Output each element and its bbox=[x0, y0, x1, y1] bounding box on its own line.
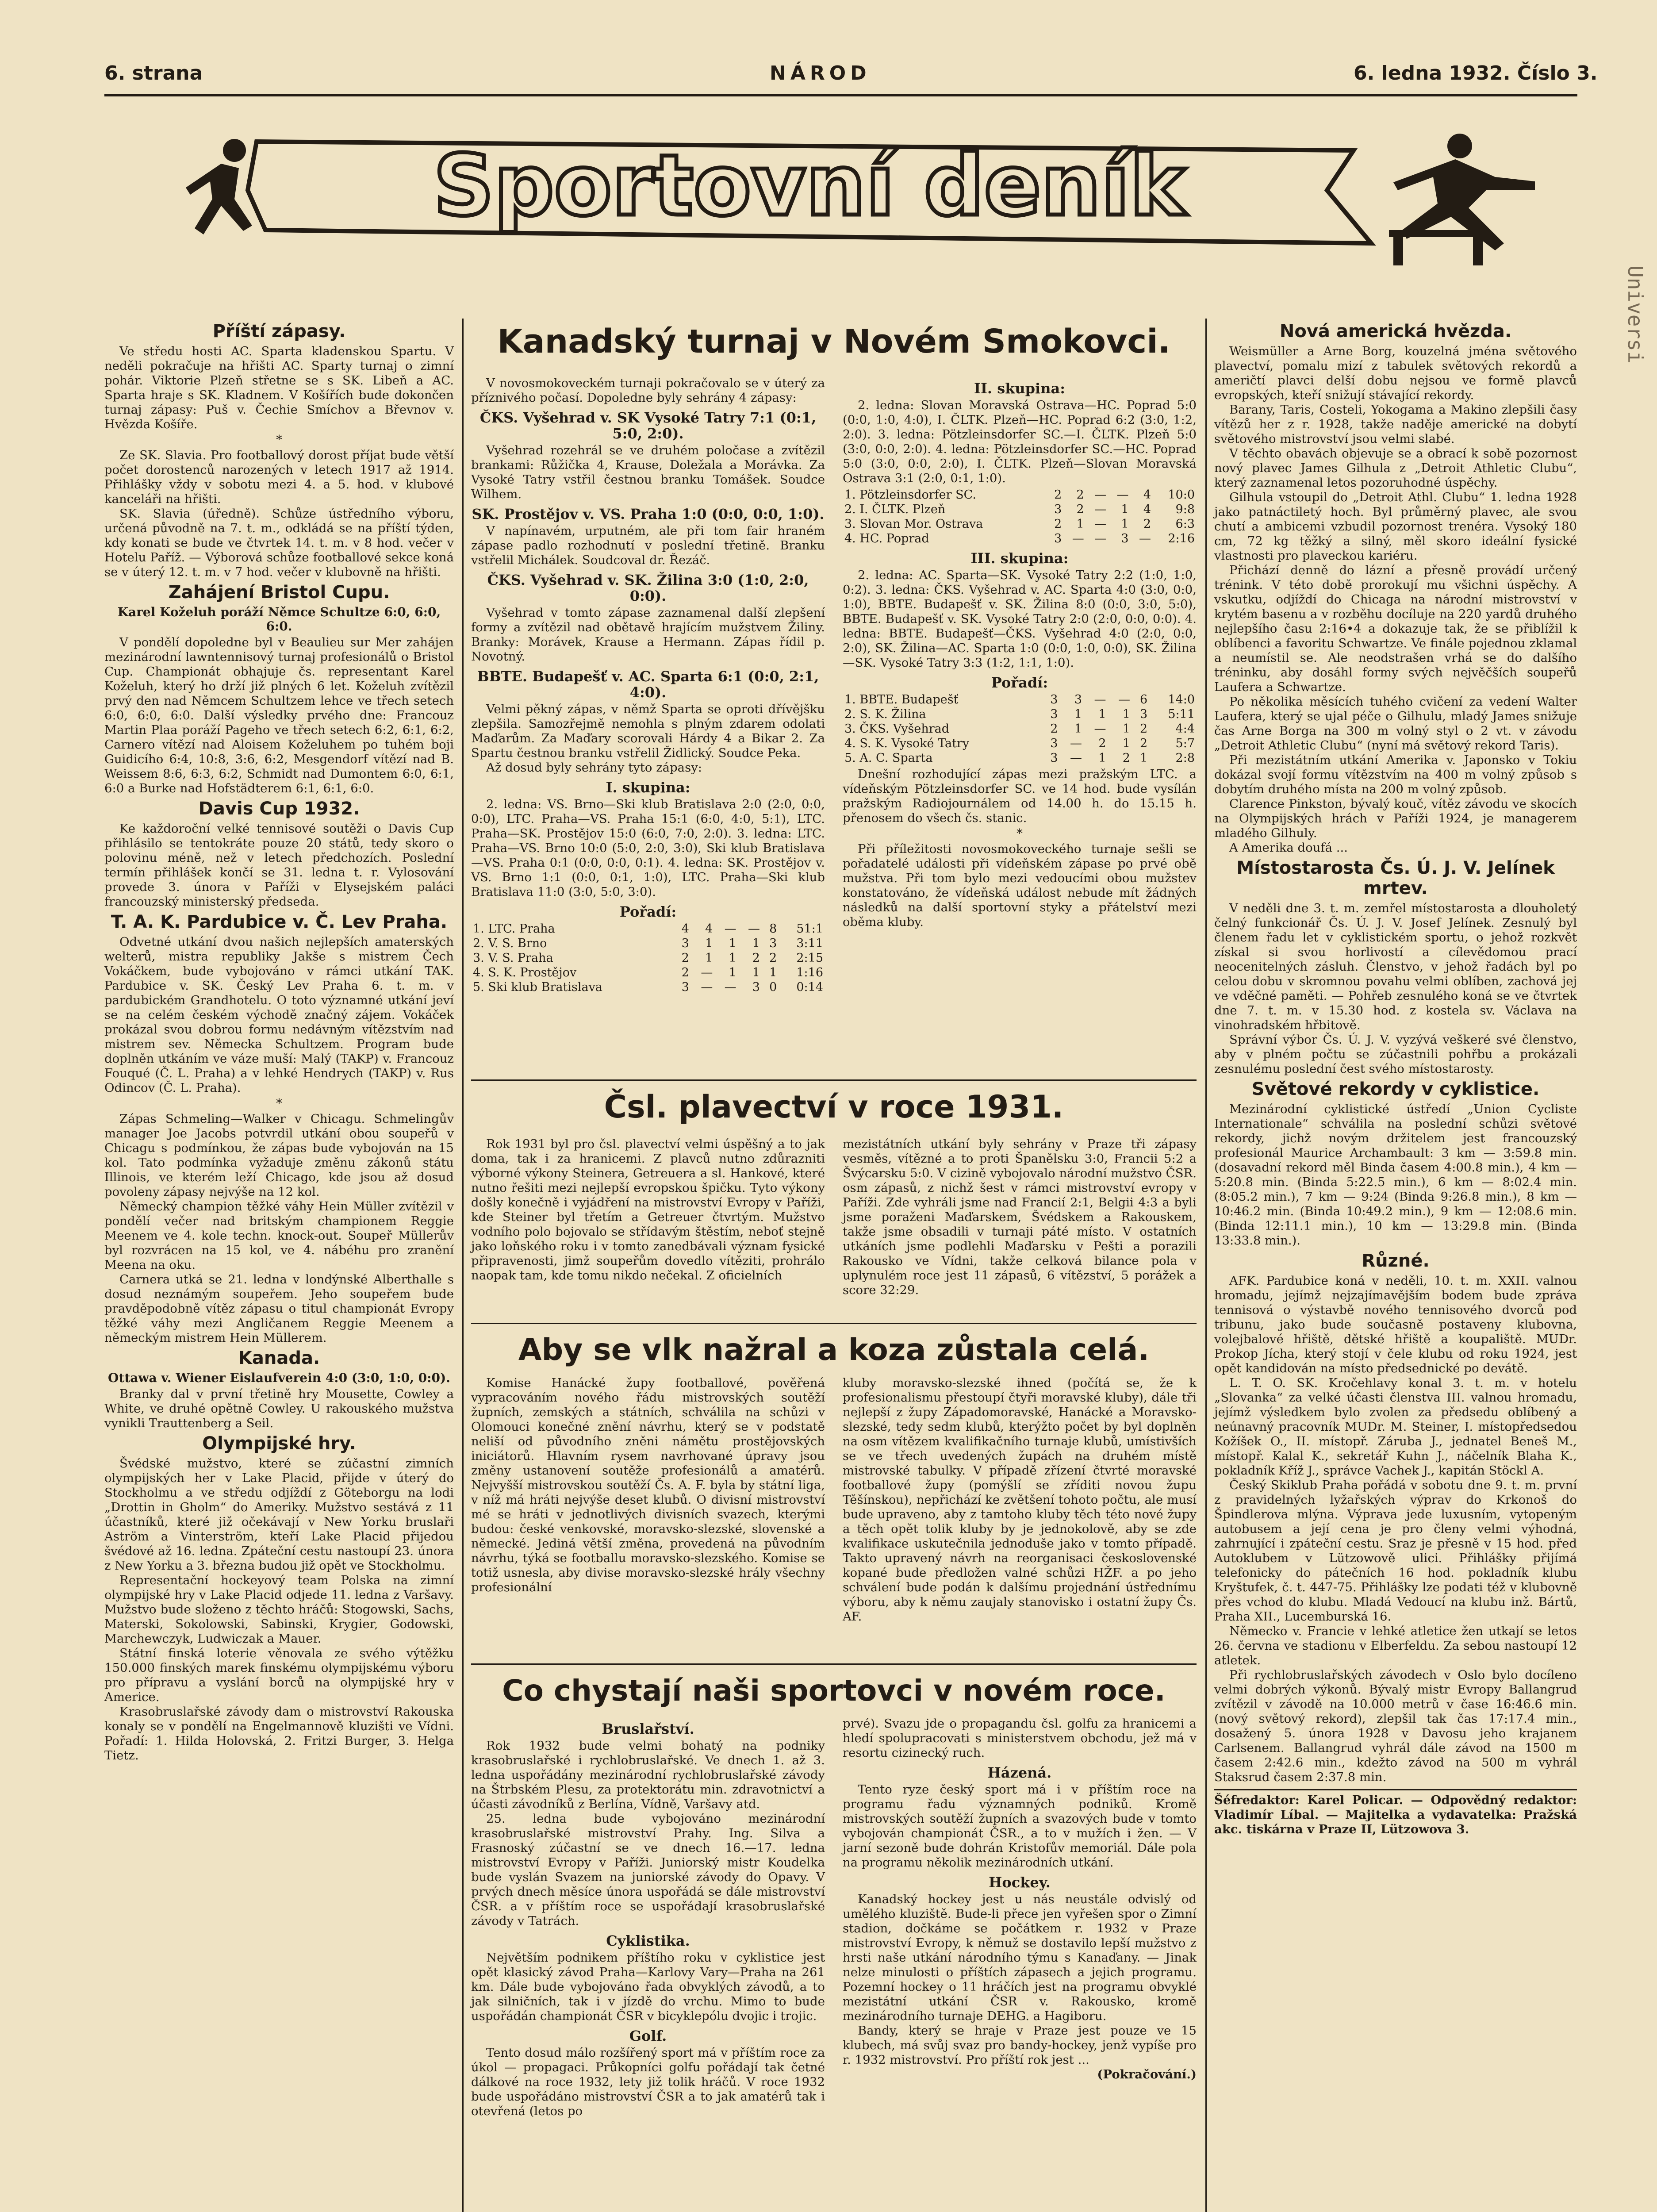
team-name-cell: 5. A. C. Sparta bbox=[844, 751, 933, 765]
stat-cell: — bbox=[1070, 737, 1082, 750]
match-result: ČKS. Vyšehrad v. SK. Žilina 3:0 (1:0, 2:0, 0:0). bbox=[487, 572, 809, 604]
headline-kanadsky-turnaj: Kanadský turnaj v Novém Smokovci. bbox=[497, 323, 1170, 361]
stat-cell: 2 bbox=[681, 951, 689, 965]
stat-cell: 1 bbox=[1122, 707, 1130, 721]
stat-cell: 6:3 bbox=[1175, 517, 1195, 531]
stat-cell: 2 bbox=[1122, 751, 1130, 765]
stat-cell: — bbox=[1094, 532, 1107, 545]
column-3 bbox=[843, 376, 1197, 929]
article-paragraph: Rok 1931 byl pro čsl. plavectví velmi úspěšný a to jak doma, tak i za hranicemi. Z plavců nutno zdůrazniti výborné výkony Steinera, Getreuera a sl. Hankové, které nutno řešiti mezi nejlepší evropskou špičku. Tyto výkony došly konečně i vyjádření na mistrovství Evropy v Paříži, kde Steiner byl třetím a Getreuer čtvrtým. Mužstvo vodního polo bojovalo se střídavým štěstím, neboť stejně jako loňského roku i v tomto zanedbávali význam fysické připravenosti, jimž soupeřům dovedlo vítěziti, prohrálo naopak tam, kde tomu nikdo nečekal. Z oficielních bbox=[471, 1137, 825, 1283]
stat-cell: 4 bbox=[1143, 488, 1151, 502]
stat-cell: 2 bbox=[1076, 503, 1084, 516]
article-paragraph: V těchto obavách objevuje se a obrací k sobě pozornost nový plavec James Gilhula z „Detroit Athletic Clubu“, který zaznamenal letos pozoruhodné úspěchy. bbox=[1214, 446, 1577, 490]
column-divider bbox=[1205, 319, 1207, 2212]
stat-cell: 1 bbox=[752, 937, 760, 950]
article-paragraph: kluby moravsko-slezské ihned (počítá se, že k profesionalismu přestoupí čtyři moravské kluby), dále tři nejlepší z župy Západomoravské, Hanácké a Moravsko-slezské, tedy sedm klubů, kterýžto počet by byl doplněn na osm vítězem kvalifikačního turnaje klubů, umístivších se ve třech uvedených župách na druhém místě mistrovské tabulky. V případě zřízení čtvrté moravské footballové župy (pomýšlí se zříditi novou župu Těšínskou), nepřichází ke zvětšení tohoto počtu, ale musí bude upraveno, aby z tamtoho kluby těch této nové župy a těch opět tolik kluby by je jednokolově, aby se zde kvalifikace uskutečnila jednoduše jako v tomto případě. Takto upravený návrh na reorganisaci československé kopané bude předložen valné schůzi HŽF. a po jeho schválení bude podán k dalšímu projednání ústřednímu výboru, aby k němu zaujaly stanovisko i ostatní župy Čs. AF. bbox=[843, 1376, 1197, 1624]
stat-cell: 9:8 bbox=[1175, 503, 1195, 516]
stat-cell: 5:11 bbox=[1168, 707, 1195, 721]
article-paragraph: mezistátních utkání byly sehrány v Praze tři zápasy vesměs, vítězné a to proti Španělsku 3:0, Francii 5:2 a Švýcarsku 5:0. V cizině vybojovalo národní mužstvo ČSR. osm zápasů, z nichž šest v rámci mistrovství evropy v Paříži. Zde vyhráli jsme nad Francií 2:1, Belgii 4:3 a byli jsme poraženi Maďarskem, Švédskem a Rakouskem, takže jsme obsadili v turnaji páté místo. V ostatních utkáních jsme podlehli Maďarsku v Pešti a porazili Rakousko ve Vídni, takže celková bilance pola v uplynulém roce jest 11 zápasů, 6 vítězství, 5 porážek a score 32:29. bbox=[843, 1137, 1197, 1297]
heading-davis-cup: Davis Cup 1932. bbox=[198, 799, 360, 819]
article-paragraph: Bandy, který se hraje v Praze jest pouze ve 15 klubech, má svůj svaz pro bandy-hockey, jenž vypíše pro r. 1932 mistrovství. Pro příští rok jest ... bbox=[843, 2024, 1197, 2067]
heading-americka-hvezda: Nová americká hvězda. bbox=[1279, 321, 1512, 342]
article-paragraph: V novosmokoveckém turnaji pokračovalo se v úterý za příznivého počasí. Dopoledne byly sehrány 4 zápasy: bbox=[471, 376, 825, 405]
stat-cell: — bbox=[1094, 503, 1107, 516]
stat-cell: — bbox=[1139, 532, 1151, 545]
match-result: SK. Prostějov v. VS. Praha 1:0 (0:0, 0:0, 1:0). bbox=[472, 506, 825, 522]
article-paragraph: Dnešní rozhodující zápas mezi pražským LTC. a vídeňským Pötzleinsdorfer SC. ve 14 hod. bude vysílán pražským Radiojournálem od 14.00 h. do 15.15 h. přenosem do všech čs. stanic. bbox=[843, 767, 1197, 825]
stat-cell: — bbox=[1094, 517, 1107, 531]
stat-cell: 3 bbox=[1050, 693, 1058, 707]
table-row bbox=[843, 517, 1197, 531]
chystaji-right bbox=[843, 1717, 1197, 2082]
article-paragraph: 2. ledna: Slovan Moravská Ostrava—HC. Poprad 5:0 (0:0, 1:0, 4:0), I. ČLTK. Plzeň—HC. Poprad 6:2 (3:0, 1:2, 2:0). 3. ledna: Pötzleinsdorfer SC.—I. ČLTK. Plzeň 5:0 (3:0, 0:0, 2:0). 4. ledna: Pötzleinsdorfer SC.—HC. Poprad 5:0 (3:0, 0:0, 2:0), I. ČLTK. Plzeň—Slovan Moravská Ostrava 3:1 (2:0, 0:1, 1:0). bbox=[843, 398, 1197, 485]
article-paragraph: Velmi pěkný zápas, v němž Sparta se oproti dřívějšku zlepšila. Samozřejmě nemohla s plným zdarem odolati Maďarům. Za Maďary scorovali Hárdy 4 a Bikar 2. Za Spartu čestnou branku vstřelil Židlický. Soudce Peka. bbox=[471, 702, 825, 760]
separator-asterisk: * bbox=[276, 1096, 282, 1110]
stat-cell: 3 bbox=[1074, 693, 1082, 707]
stat-cell: — bbox=[1072, 532, 1084, 545]
article-paragraph: Německý champion těžké váhy Hein Müller zvítězil v pondělí večer nad britským championem Reggie Meenem ve 4. kole techn. knock-out. Soupeř Müllerův byl rozvrácen na 15 kol, ve 4. nábéhu pro zranění Meena na oku. bbox=[104, 1199, 454, 1272]
imprint: Šéfredaktor: Karel Policar. — Odpovědný redaktor: Vladimír Líbal. — Majitelka a vydavatelka: Pražská akc. tiskárna v Praze II, Lützowova 3. bbox=[1214, 1793, 1577, 1836]
masthead-right-runner-icon bbox=[1327, 128, 1575, 270]
standings-table-group-3 bbox=[843, 692, 1197, 765]
article-paragraph: Ve středu hosti AC. Sparta kladenskou Spartu. V neděli pokračuje na hřišti AC. Sparty turnaj o zimní pohár. Viktorie Plzeň střetne se s SK. Libeň a AC. Sparta hraje s SK. Kladnem. V Košířích bude dokončen turnaj zápasy: Puš v. Čechie Smíchov a Břevnov v. Hvězda Košíře. bbox=[104, 344, 454, 431]
team-name-cell: 2. I. ČLTK. Plzeň bbox=[844, 503, 946, 516]
stat-cell: 5:7 bbox=[1175, 737, 1195, 750]
team-name-cell: 3. V. S. Praha bbox=[473, 951, 553, 965]
stat-cell: 3 bbox=[1121, 532, 1129, 545]
stat-cell: — bbox=[1094, 722, 1106, 736]
issue-date: 6. ledna 1932. Číslo 3. bbox=[1354, 62, 1598, 84]
stat-cell: — bbox=[701, 980, 713, 994]
match-result: BBTE. Budapešť v. AC. Sparta 6:1 (0:0, 2:1, 4:0). bbox=[477, 668, 819, 701]
separator-asterisk: * bbox=[276, 433, 282, 447]
stat-cell: 1:16 bbox=[796, 966, 823, 979]
stat-cell: — bbox=[724, 980, 736, 994]
article-paragraph: Branky dal v první třetině hry Mousette, Cowley a White, ve druhé opětně Cowley. U rakouského mužstva vynikli Trauttenberg a Seil. bbox=[104, 1387, 454, 1430]
library-stamp: Universi bbox=[1623, 265, 1647, 364]
article-paragraph: Zápas Schmeling—Walker v Chicagu. Schmelingův manager Joe Jacobs potvrdil utkání obou soupeřů v Chicagu s podmínkou, že zápas bude vybojován na 15 kol. Tato podmínka vyžaduje změnu zákonů státu Illinois, ve kterém leží Chicago, kde jsou až dosud povoleny zápasy nejvýše na 12 kol. bbox=[104, 1112, 454, 1199]
column-divider bbox=[462, 319, 464, 2212]
stat-cell: — bbox=[1094, 693, 1106, 707]
stat-cell: 2 bbox=[1054, 517, 1062, 531]
article-paragraph: Gilhula vstoupil do „Detroit Athl. Clubu“ 1. ledna 1928 jako patnáctiletý hoch. Byl průměrný plavec, ale svou chutí a ambicemi vzbudil pozornost trenéra. Vysoký 180 cm, 72 kg těžký a silný, měl skoro ideální fysické vlastnosti pro plaveckou kariéru. bbox=[1214, 490, 1577, 563]
heading-kanada: Kanada. bbox=[238, 1348, 320, 1368]
stat-cell: 51:1 bbox=[796, 922, 823, 936]
stat-cell: 1 bbox=[1122, 722, 1130, 736]
article-paragraph: Mezinárodní cyklistické ústředí „Union Cycliste Internationale“ schválila na poslední schůzi světové rekordy, jichž novým držitelem jest francouzský profesionál Maurice Archambault: 3 km — 3:59.8 min. (dosavadní rekord měl Binda časem 4:00.8 min.), 4 km — 5:20.8 min. (Binda 5:22.5 min.), 6 km — 8:02.4 min. (8:05.2 min.), 7 km — 9:24 (Binda 9:26.8 min.), 8 km — 10:46.2 min. (Binda 10:49.2 min.), 9 km — 12:08.6 min. (Binda 12:11.1 min.), 10 km — 13:29.8 min. (Binda 13:33.8 min.). bbox=[1214, 1102, 1577, 1248]
page-number: 6. strana bbox=[104, 62, 203, 84]
sport-heading: Golf. bbox=[629, 2028, 667, 2044]
table-row bbox=[843, 488, 1197, 502]
stat-cell: 1 bbox=[1122, 737, 1130, 750]
article-paragraph: Odvetné utkání dvou našich nejlepších amaterských welterů, mistra republiky Jakše s mistrem Čech Vokáčkem, bude vybojováno v rámci utkání TAK. Pardubice v. SK. Český Lev Praha 6. t. m. v pardubickém Grandhotelu. O toto významné utkání jeví se na celém českém východě značný zájem. Vokáček prokázal svou dobrou formu nedávným vítězstvím nad mistrem sev. Německa Schultzem. Program bude doplněn utkáním ve váze muší: Malý (TAKP) v. Francouz Fouqué (Č. L. Praha) a v lehké Hendrych (TAKP) v. Rus Odincov (Č. L. Praha). bbox=[104, 935, 454, 1095]
stat-cell: 3 bbox=[769, 937, 777, 950]
imprint-rule bbox=[1214, 1789, 1577, 1790]
group-heading: II. skupina: bbox=[974, 380, 1065, 397]
stat-cell: 4 bbox=[681, 922, 689, 936]
heading-tak-pardubice: T. A. K. Pardubice v. Č. Lev Praha. bbox=[111, 912, 448, 932]
stat-cell: 2 bbox=[1098, 737, 1106, 750]
masthead-banner bbox=[239, 124, 1380, 257]
sport-heading: Hockey. bbox=[989, 1874, 1051, 1891]
article-paragraph: Ze SK. Slavia. Pro footballový dorost příjat bude větší počet dorostenců narozených v letech 1917 až 1914. Přihlášky vždy v sobotu mezi 4. a 5. hod. v klubové kanceláři na hřišti. bbox=[104, 448, 454, 506]
header-rule bbox=[104, 94, 1577, 96]
stat-cell: 1 bbox=[729, 937, 736, 950]
team-name-cell: 1. Pötzleinsdorfer SC. bbox=[844, 488, 976, 502]
article-paragraph: Český Skiklub Praha pořádá v sobotu dne 9. t. m. první z pravidelných lyžařských výprav do Krkonoš do Špindlerova mlýna. Výprava jede luxusním, vytopeným autobusem a její cena je pro členy velmi výhodná, zahrnující i zpáteční cestu. Sraz je přesně v 15 hod. před Autoklubem v Lützowově ulici. Přihlášky přijímá telefonicky do pátečních 16 hod. pokladník klubu Kryštufek, č. t. 447-75. Přihlášky lze podati též v klubovně přes vchod do klubu. Mladá Vedoucí na klubu inž. Bártů, Praha XII., Lucemburská 16. bbox=[1214, 1478, 1577, 1624]
stat-cell: 1 bbox=[729, 966, 736, 979]
article-paragraph: V napínavém, urputném, ale při tom fair hraném zápase padlo rozhodnutí v poslední třetině. Branku vstřelil Michálek. Soudcoval dr. Řezáč. bbox=[471, 524, 825, 567]
article-paragraph: Tento ryze český sport má i v příštím roce na programu řadu významných podniků. Kromě mistrovských soutěží župních a svazových bude v tomto vybojován championát ČSR., a to v mužích i žen. — V jarní sezoně bude dohrán Kristofův memoriál. Dále pola na programu několik mezinárodních utkání. bbox=[843, 1782, 1197, 1870]
standings-heading: Pořadí: bbox=[619, 903, 677, 920]
headline-plavectvi: Čsl. plavectví v roce 1931. bbox=[604, 1089, 1064, 1125]
stat-cell: 3 bbox=[752, 980, 760, 994]
article-paragraph: prvé). Svazu jde o propagandu čsl. golfu za hranicemi a hledí spolupracovati s ministerstvem obchodu, jež má v resortu cizinecký ruch. bbox=[843, 1717, 1197, 1760]
heading-olympijske-hry: Olympijské hry. bbox=[202, 1433, 356, 1454]
stat-cell: 2 bbox=[769, 951, 777, 965]
stat-cell: 2 bbox=[752, 951, 760, 965]
stat-cell: 3 bbox=[1050, 751, 1058, 765]
stat-cell: 2 bbox=[1143, 517, 1151, 531]
column-2 bbox=[471, 376, 825, 996]
article-paragraph: 2. ledna: AC. Sparta—SK. Vysoké Tatry 2:2 (1:0, 1:0, 0:2). 3. ledna: ČKS. Vyšehrad v. AC. Sparta 4:0 (3:0, 0:0, 1:0), BBTE. Budapešť v. SK. Žilina 8:0 (0:0, 3:0, 5:0), BBTE. Budapešť v. SK. Vysoké Tatry 2:0 (2:0, 0:0, 0:0). 4. ledna: BBTE. Budapešť—ČKS. Vyšehrad 4:0 (2:0, 0:0, 2:0), SK. Žilina—AC. Sparta 1:0 (0:0, 1:0, 0:0), SK. Žilina—SK. Vysoké Tatry 3:3 (1:2, 1:1, 1:0). bbox=[843, 568, 1197, 670]
team-name-cell: 1. LTC. Praha bbox=[473, 922, 555, 936]
section-rule bbox=[471, 1663, 1197, 1665]
stat-cell: 1 bbox=[1139, 751, 1148, 765]
stat-cell: 1 bbox=[1076, 517, 1084, 531]
article-paragraph: Rok 1932 bude velmi bohatý na podniky krasobruslařské i rychlobruslařské. Ve dnech 1. až 3. ledna uspořádány mezinárodní rychlobruslařské závody na Štrbském Plesu, za protektorátu min. zdravotnictví a účasti závodníků z Berlína, Vídně, Varšavy atd. bbox=[471, 1739, 825, 1811]
table-row bbox=[471, 936, 825, 951]
stat-cell: 6 bbox=[1139, 693, 1148, 707]
heading-bristol-cup: Zahájení Bristol Cupu. bbox=[168, 582, 390, 603]
table-row bbox=[843, 707, 1197, 722]
standings-table-group-1 bbox=[471, 922, 825, 995]
stat-cell: 2 bbox=[1139, 722, 1148, 736]
continued-note: (Pokračování.) bbox=[1097, 2067, 1197, 2081]
masthead-title: Sportovní deník bbox=[433, 137, 1186, 234]
table-row bbox=[843, 736, 1197, 751]
team-name-cell: 4. S. K. Vysoké Tatry bbox=[844, 737, 970, 750]
sport-heading: Házená. bbox=[987, 1764, 1052, 1781]
stat-cell: 3 bbox=[1050, 737, 1058, 750]
stat-cell: 2 bbox=[1076, 488, 1084, 502]
team-name-cell: 5. Ski klub Bratislava bbox=[473, 980, 602, 994]
article-paragraph: 25. ledna bude vybojováno mezinárodní krasobruslařské mistrovství Prahy. Ing. Silva a Frasnoský zúčastní se ve dnech 16.—17. ledna mistrovství Evropy v Paříži. Juniorský mistr Koudelka bude vyslán Svazem na juniorské závody do Opavy. V prvých dnech měsíce února uspořádá se dále mistrovství ČSR. a v příštím roce se uspořádají krasobruslařské závody v Tatrách. bbox=[471, 1812, 825, 1928]
stat-cell: 2 bbox=[1139, 737, 1148, 750]
stat-cell: 1 bbox=[1121, 517, 1129, 531]
match-result: ČKS. Vyšehrad v. SK Vysoké Tatry 7:1 (0:1, 5:0, 2:0). bbox=[479, 409, 817, 442]
section-rule bbox=[471, 1323, 1197, 1324]
heading-pristi-zapasy: Příští zápasy. bbox=[212, 321, 346, 342]
stat-cell: — bbox=[701, 966, 713, 979]
column-1 bbox=[104, 319, 454, 1763]
stat-cell: — bbox=[748, 922, 760, 936]
article-paragraph: Přichází denně do lázní a přesně provádí určený trénink. V této době prorokují mu všichni úspěchy. A vskutku, odjíždí do Chicaga na národní mistrovství v krytém basenu a v rozběhu docíluje na 220 yardů druhého nejlepšího času 2:16•4 a dokazuje tak, že se přiblížil k oblíbenci a favoritu Schwartze. Ve finále pojednou zklamal a neumístil se. Ale neodstrašen vrhá se do dalšího tréninku, aby dosáhl formy svých nejvěčších soupeřů Laufera a Schwartze. bbox=[1214, 563, 1577, 694]
article-paragraph: Po několika měsících tuhého cvičení za vedení Walter Laufera, který se ujal péče o Gilhulu, mladý James snižuje čas Arne Borga na 300 m volný styl o 2 vt. v závodu „Detroit Athletic Clubu“ (nyní má světový rekord Taris). bbox=[1214, 695, 1577, 753]
subheading-bristol: Karel Koželuh poráží Němce Schultze 6:0, 6:0, 6:0. bbox=[117, 605, 441, 634]
stat-cell: — bbox=[1094, 488, 1107, 502]
stat-cell: 10:0 bbox=[1168, 488, 1195, 502]
table-row bbox=[843, 692, 1197, 707]
team-name-cell: 4. S. K. Prostějov bbox=[473, 966, 577, 979]
table-row bbox=[471, 965, 825, 980]
article-paragraph: Vyšehrad v tomto zápase zaznamenal další zlepšení formy a zvítězil nad obětavě hrajícím mužstvem Žiliny. Branky: Morávek, Krause a Hermann. Zápas řídil p. Novotný. bbox=[471, 606, 825, 664]
stat-cell: 3:11 bbox=[796, 937, 823, 950]
stat-cell: 14:0 bbox=[1168, 693, 1195, 707]
table-row bbox=[843, 722, 1197, 736]
article-paragraph: Clarence Pinkston, bývalý kouč, vítěz závodu ve skocích na Olympijských hrách v Paříži 1924, je managerem mladého Gilhuly. bbox=[1214, 797, 1577, 840]
team-name-cell: 2. S. K. Žilina bbox=[844, 707, 926, 721]
group-heading: III. skupina: bbox=[970, 550, 1069, 567]
stat-cell: 1 bbox=[1074, 722, 1082, 736]
article-paragraph: Německo v. Francie v lehké atletice žen utkají se letos 26. června ve stadionu v Elberfeldu. Za sebou nastoupí 12 atletek. bbox=[1214, 1624, 1577, 1667]
stat-cell: 1 bbox=[769, 966, 777, 979]
stat-cell: 2:16 bbox=[1168, 532, 1195, 545]
separator-asterisk: * bbox=[1016, 826, 1023, 841]
plavectvi-left bbox=[471, 1137, 825, 1283]
article-paragraph: AFK. Pardubice koná v neděli, 10. t. m. XXII. valnou hromadu, jejímž nejzajímavějším bodem bude zpráva tennisová o výstavbě nového tennisového dvorců pod tribunu, jako bude současně postaveny klubovna, volejbalové hřiště, dětské hřiště a koupaliště. MUDr. Prokop Jícha, který stojí v čele klubu od roku 1924, jest opět kandidován na místo předsednické po devátě. bbox=[1214, 1274, 1577, 1375]
section-rule bbox=[471, 1079, 1197, 1081]
article-paragraph: Státní finská loterie věnovala ze svého výtěžku 150.000 finských marek finskému olympijskému výboru pro přípravu a vyslání borců na olympijské hry v Americe. bbox=[104, 1646, 454, 1704]
article-paragraph: Weismüller a Arne Borg, kouzelná jména světového plavectví, pomalu mizí z tabulek světových rekordů a američtí plavci delší dobu nejsou ve formě plavců evropských, kteří snižují stávající rekordy. bbox=[1214, 344, 1577, 402]
stat-cell: — bbox=[1070, 751, 1082, 765]
stat-cell: 2:8 bbox=[1175, 751, 1195, 765]
stat-cell: — bbox=[1118, 693, 1130, 707]
article-paragraph: Ke každoroční velké tennisové soutěži o Davis Cup přihlásilo se tentokráte pouze 20 států, tedy skoro o polovinu méně, než v letech předchozích. Poslední termín přihlášek končí se 31. ledna t. r. Vylosování provede 3. února v Paříži v Elysejském paláci francouzský ministerský předseda. bbox=[104, 822, 454, 909]
stat-cell: 3 bbox=[1139, 707, 1148, 721]
article-paragraph: SK. Slavia (úředně). Schůze ústředního výboru, určená původně na 7. t. m., odkládá se na příští týden, kdy konati se bude ve čtvrtek 14. t. m. v 8 hod. večer v Hotelu Paříž. — Výborová schůze footballové sekce koná se v úterý 12. t. m. v 7 hod. večer v klubovně na hřišti. bbox=[104, 507, 454, 579]
stat-cell: 1 bbox=[1098, 751, 1106, 765]
article-paragraph: Komise Hanácké župy footballové, pověřená vypracováním nového řádu mistrovských soutěží župních, zemských a státních, schválila na schůzi v Olomouci konečné znění návrhu, který se v podstatě neliší od původního zněni námětu prostějovských iniciátorů. Hlavním rysem navrhované úpravy jsou změny ustanovení soutěže profesionálů a amatérů. Nejvyšší mistrovskou soutěží Čs. A. F. byla by státní liga, v níž má hráti nejvýše deset klubů. O divisní mistrovství mé se hráti v jednotlivých divisních svazech, kterými budou: české venkovské, moravsko-slezské, slovenské a německé. Jediná větší změna, provedená na původním návrhu, týká se footballu moravsko-slezského. Komise se totiž usnesla, aby divise moravsko-slezské hrály všechny profesionální bbox=[471, 1376, 825, 1594]
headline-vlk-koza: Aby se vlk nažral a koza zůstala celá. bbox=[518, 1333, 1150, 1367]
paper-name: NÁROD bbox=[770, 62, 871, 84]
article-paragraph: 2. ledna: VS. Brno—Ski klub Bratislava 2:0 (2:0, 0:0, 0:0), LTC. Praha—VS. Praha 15:1 (6:0, 4:0, 5:1), LTC. Praha—SK. Prostějov 15:0 (6:0, 7:0, 2:0). 3. ledna: LTC. Praha—VS. Brno 10:0 (5:0, 2:0, 3:0), Ski klub Bratislava—VS. Praha 0:1 (0:0, 0:0, 0:1). 4. ledna: SK. Prostějov v. VS. Brno 1:1 (0:0, 0:1, 1:0), LTC. Praha—Ski klub Bratislava 11:0 (3:0, 5:0, 3:0). bbox=[471, 797, 825, 899]
article-paragraph: Při rychlobruslařských závodech v Oslo bylo docíleno velmi dobrých výkonů. Bývalý mistr Evropy Ballangrud zvítězil v závodě na 10.000 metrů v čase 16:46.6 min. (nový světový rekord), zlepšil tak čas 17:17.4 min., dosažený 5. února 1928 v Davosu jeho krajanem Carlsenem. Ballangrud vyhrál dále závod na 1500 m časem 2:42.6 min., kdežto závod na 500 m vyhrál Staksrud časem 2:37.8 min. bbox=[1214, 1668, 1577, 1784]
article-paragraph: Tento dosud málo rozšířený sport má v příštím roce za úkol — propagaci. Průkopníci golfu pořádají tak četné dálkové na roce 1932, lety již tolik hráčů. V roce 1932 bude uspořádáno mistrovství ČSR a to jak amatérů tak i otevřená (letos po bbox=[471, 2046, 825, 2118]
article-paragraph: V pondělí dopoledne byl v Beaulieu sur Mer zahájen mezinárodní lawntennisový turnaj profesionálů o Bristol Cup. Championát obhajuje čs. representant Karel Koželuh, který ho drží již plných 6 let. Koželuh zvítězil prvý den nad Němcem Schultzem lehce ve třech setech 6:0, 6:0, 6:0. Další výsledky prvého dne: Francouz Martin Plaa poráží Pageho ve třech setech 6:2, 6:1, 6:2, Carnero vítězí nad Aloisem Koželuhem po tuhém boji Guidicího 6:4, 10:8, 3:6, 6:2, Mesgendorf vítězí nad B. Weissem 8:6, 6:3, 6:2, Schmidt nad Dumontem 6:0, 6:1, 6:0 a Burke nad Hofstädterem 6:1, 6:1, 6:0. bbox=[104, 635, 454, 795]
table-row bbox=[471, 922, 825, 936]
article-paragraph: Krasobruslařské závody dam o mistrovství Rakouska konaly se v pondělí na Engelmannově kluzišti ve Vídni. Pořadí: 1. Hilda Holovská, 2. Fritzi Burger, 3. Helga Tietz. bbox=[104, 1705, 454, 1763]
vlk-left bbox=[471, 1376, 825, 1595]
stat-cell: 3 bbox=[1050, 707, 1058, 721]
stat-cell: 1 bbox=[1074, 707, 1082, 721]
stat-cell: 0:14 bbox=[796, 980, 823, 994]
stat-cell: 4:4 bbox=[1175, 722, 1195, 736]
heading-jelinek: Místostarosta Čs. Ú. J. V. Jelínek mrtev. bbox=[1236, 858, 1555, 899]
stat-cell: 8 bbox=[769, 922, 777, 936]
heading-svetove-rekordy: Světové rekordy v cyklistice. bbox=[1251, 1079, 1540, 1099]
table-row bbox=[843, 751, 1197, 765]
heading-ruzne: Různé. bbox=[1362, 1251, 1430, 1271]
article-paragraph: Vyšehrad rozehrál se ve druhém poločase a zvítězil brankami: Růžička 4, Krause, Doležala a Morávka. Za Vysoké Tatry vstřil čestnou branku Tomášek. Soudce Wilhem. bbox=[471, 443, 825, 501]
stat-cell: 3 bbox=[1054, 532, 1062, 545]
stat-cell: 1 bbox=[1121, 503, 1129, 516]
article-paragraph: Barany, Taris, Costeli, Yokogama a Makino zlepšili časy vítězů her z r. 1928, takže naděje americké na dobytí světového mistrovství jsou velmi slabé. bbox=[1214, 403, 1577, 446]
article-paragraph: L. T. O. SK. Kročehlavy konal 3. t. m. v hotelu „Slovanka“ za velké účasti členstva III. valnou hromadu, jejímž výsledkem bylo zvolen za předsedu oblíbený a neúnavný pracovník MUDr. M. Steiner, I. místopředsedou Kožíšek O., II. místopř. Záruba J., jednatel Beneš M., místopř. Kalal K., sekretář Kuhn J., náčelník Blaha K., pokladník Kříž J., správce Vachek J., kapitán Stöckl A. bbox=[1214, 1376, 1577, 1478]
stat-cell: 2 bbox=[681, 966, 689, 979]
group-heading: I. skupina: bbox=[606, 779, 690, 796]
team-name-cell: 1. BBTE. Budapešť bbox=[844, 693, 959, 707]
article-paragraph: Kanadský hockey jest u nás neustále odvislý od umělého kluziště. Bude-li přece jen vyřešen spor o Zimní stadion, dočkáme se počátkem r. 1932 v Praze mistrovství Evropy, k němuž se dostavilo lepší mužstvo z hrsti naše utkání národního týmu s Kanaďany. — Jinak nelze minulosti o příštích zápasech a jejich programu. Pozemní hockey o 11 hráčích jest na programu obvyklé mezistátní utkání ČSR v. Rakousko, kromě mezinárodního turnaje DEHG. a Hagiboru. bbox=[843, 1892, 1197, 2023]
plavectvi-right bbox=[843, 1137, 1197, 1298]
sport-heading: Bruslařství. bbox=[602, 1720, 694, 1737]
team-name-cell: 4. HC. Poprad bbox=[844, 532, 929, 545]
article-paragraph: Carnera utká se 21. ledna v londýnské Alberthalle s dosud neznámým soupeřem. Jeho soupeřem bude pravděpodobně vítěz zápasu o titul championát Evropy těžké váhy mezi Angličanem Reggie Meenem a německým mistrem Hein Müllerem. bbox=[104, 1272, 454, 1345]
table-row bbox=[471, 980, 825, 995]
stat-cell: 1 bbox=[1098, 707, 1106, 721]
article-paragraph: Při mezistátním utkání Amerika v. Japonsko v Tokiu dokázal svojí formu vítězstvím na 400 m volný způsob s dobytím druhého místa na 200 m volný způsob. bbox=[1214, 753, 1577, 796]
standings-heading: Pořadí: bbox=[991, 674, 1048, 691]
stat-cell: 4 bbox=[705, 922, 713, 936]
team-name-cell: 3. Slovan Mor. Ostrava bbox=[844, 517, 983, 531]
stat-cell: 3 bbox=[681, 980, 689, 994]
stat-cell: 2 bbox=[1050, 722, 1058, 736]
article-paragraph: Největším podnikem příštího roku v cyklistice jest opět klasický závod Praha—Karlovy Vary—Praha na 261 km. Dále bude vybojováno řada obvyklých závodů, a to jak silničních, tak i v jízdě do vrchu. Mimo to bude uspořádán championát ČSR v bicyklepólu dvojic i trojic. bbox=[471, 1951, 825, 2023]
stat-cell: — bbox=[1116, 488, 1129, 502]
article-paragraph: A Amerika doufá ... bbox=[1229, 841, 1348, 855]
stat-cell: 3 bbox=[1054, 503, 1062, 516]
stat-cell: 0 bbox=[769, 980, 777, 994]
headline-chystaji: Co chystají naši sportovci v novém roce. bbox=[502, 1674, 1166, 1708]
table-row bbox=[843, 502, 1197, 517]
stat-cell: 3 bbox=[681, 937, 689, 950]
article-paragraph: Representační hockeyový team Polska na zimní olympijské hry v Lake Placid odjede 11. ledna z Varšavy. Mužstvo bude složeno z těchto hráčů: Stogowski, Sachs, Materski, Sokolowski, Sabinski, Krygier, Godowski, Marchewczyk, Ludwiczak a Mauer. bbox=[104, 1573, 454, 1646]
article-paragraph: Správní výbor Čs. Ú. J. V. vyzývá veškeré své členstvo, aby v plném počtu se zúčastnili pohřbu a prokázali zesnulému poslední čest svého místostarosty. bbox=[1214, 1033, 1577, 1076]
stat-cell: 2:15 bbox=[796, 951, 823, 965]
subheading-ottawa: Ottawa v. Wiener Eislaufverein 4:0 (3:0, 1:0, 0:0). bbox=[108, 1371, 450, 1385]
stat-cell: 4 bbox=[1143, 503, 1151, 516]
vlk-right bbox=[843, 1376, 1197, 1624]
chystaji-left bbox=[471, 1717, 825, 2119]
stat-cell: — bbox=[724, 922, 736, 936]
stat-cell: 2 bbox=[1054, 488, 1062, 502]
team-name-cell: 3. ČKS. Vyšehrad bbox=[844, 722, 950, 736]
stat-cell: 1 bbox=[752, 966, 760, 979]
article-paragraph: Švédské mužstvo, které se zúčastní zimních olympijských her v Lake Placid, přijde v úterý do Stockholmu a ve středu odjíždí z Göteborgu na lodi „Drottin in Gholm“ do Ameriky. Mužstvo sestává z 11 účastníků, které již očekávají v New Yorku bruslaři Aström a Vinterström, kteří Lake Placid přijedou švédové až 16. ledna. Zpáteční cestu nastoupí 23. února z New Yorku a 3. března budou již opět ve Stockholmu. bbox=[104, 1456, 454, 1573]
column-4 bbox=[1214, 319, 1577, 1837]
sport-heading: Cyklistika. bbox=[606, 1932, 690, 1949]
table-row bbox=[843, 531, 1197, 546]
article-paragraph: V neděli dne 3. t. m. zemřel místostarosta a dlouholetý čelný funkcionář Čs. Ú. J. V. Josef Jelínek. Zesnulý byl členem řadu let v cyklistickém sportu, o jehož rozkvět získal si svou horlivostí a cílevědomou prací neocenitelných zásluh. Členstvo, v jehož řadách byl po celou dobu v skromnou povahu velmi oblíben, zachová jej ve vděčné paměti. — Pohřeb zesnulého koná se ve čtvrtek dne 7. t. m. v 15.30 hod. z kostela sv. Václava na vinohradském hřbitově. bbox=[1214, 901, 1577, 1032]
team-name-cell: 2. V. S. Brno bbox=[473, 937, 547, 950]
stat-cell: 1 bbox=[729, 951, 736, 965]
stat-cell: 1 bbox=[705, 937, 713, 950]
stat-cell: 1 bbox=[705, 951, 713, 965]
table-row bbox=[471, 951, 825, 965]
article-paragraph: Až dosud byly sehrány tyto zápasy: bbox=[486, 760, 702, 775]
article-paragraph: Při příležitosti novosmokoveckého turnaje sešli se pořadatelé události při vídeňském zápase po prvé obě mužstva. Při tom bylo mezi vedoucími obou mužstev konstatováno, že vídeňská událost nebude mít žádných následků na další sportovní styky a přátelství mezi oběma kluby. bbox=[843, 842, 1197, 929]
standings-table-group-2 bbox=[843, 488, 1197, 546]
